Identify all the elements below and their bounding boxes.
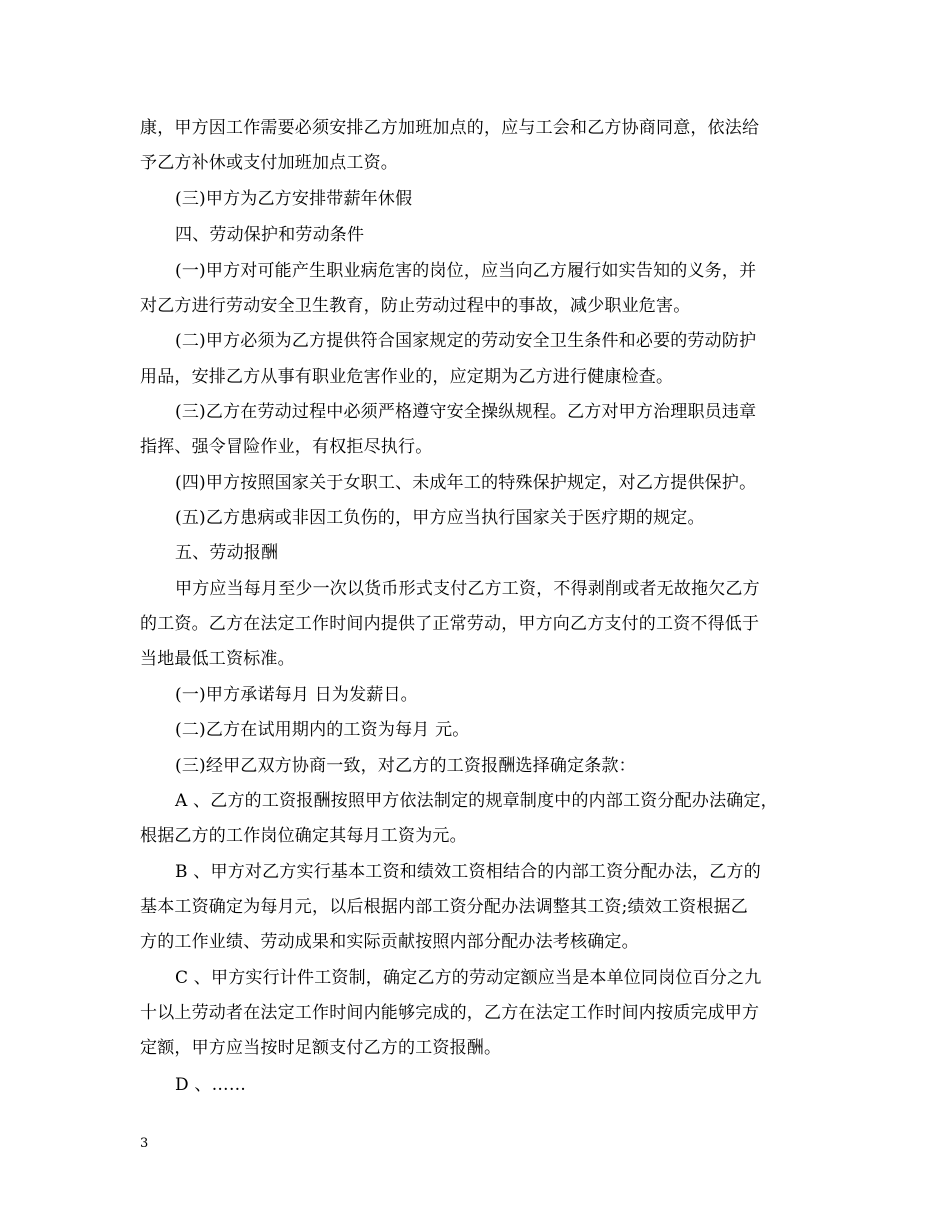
text-line: D 、……: [175, 1075, 247, 1095]
text-line: 的工资。乙方在法定工作时间内提供了正常劳动，甲方向乙方支付的工资不得低于: [140, 614, 760, 634]
text-line: 予乙方补休或支付加班加点工资。: [140, 153, 398, 173]
text-line: 十以上劳动者在法定工作时间内能够完成的，乙方在法定工作时间内按质完成甲方: [140, 1003, 760, 1023]
text-line: (三)乙方在劳动过程中必须严格遵守安全操纵规程。乙方对甲方治理职员违章: [175, 402, 757, 422]
text-line: 四、劳动保护和劳动条件: [175, 225, 365, 245]
text-line: 五、劳动报酬: [175, 543, 279, 563]
text-line: 当地最低工资标准。: [140, 649, 295, 669]
text-line: (四)甲方按照国家关于女职工、未成年工的特殊保护规定，对乙方提供保护。: [175, 473, 757, 493]
page-number: 3: [140, 1136, 149, 1151]
text-line: (五)乙方患病或非因工负伤的，甲方应当执行国家关于医疗期的规定。: [175, 508, 705, 528]
text-line: (一)甲方对可能产生职业病危害的岗位，应当向乙方履行如实告知的义务，并: [175, 261, 757, 281]
text-line: A 、乙方的工资报酬按照甲方依法制定的规章制度中的内部工资分配办法确定，: [175, 791, 778, 811]
text-line: (三)甲方为乙方安排带薪年休假: [175, 189, 413, 209]
text-line: (一)甲方承诺每月 日为发薪日。: [175, 685, 418, 705]
text-line: 根据乙方的工作岗位确定其每月工资为元。: [140, 826, 467, 846]
text-line: 康，甲方因工作需要必须安排乙方加班加点的，应与工会和乙方协商同意，依法给: [140, 118, 760, 138]
text-line: 定额，甲方应当按时足额支付乙方的工资报酬。: [140, 1038, 502, 1058]
text-line: C 、甲方实行计件工资制，确定乙方的劳动定额应当是本单位同岗位百分之九: [175, 968, 762, 988]
text-line: 对乙方进行劳动安全卫生教育，防止劳动过程中的事故，减少职业危害。: [140, 296, 691, 316]
text-line: 用品，安排乙方从事有职业危害作业的，应定期为乙方进行健康检查。: [140, 367, 674, 387]
text-line: (二)乙方在试用期内的工资为每月 元。: [175, 720, 470, 740]
text-line: B 、甲方对乙方实行基本工资和绩效工资相结合的内部工资分配办法，乙方的: [175, 862, 761, 882]
text-line: 方的工作业绩、劳动成果和实际贡献按照内部分配办法考核确定。: [140, 932, 639, 952]
text-line: 指挥、强令冒险作业，有权拒尽执行。: [140, 437, 433, 457]
text-line: (三)经甲乙双方协商一致，对乙方的工资报酬选择确定条款：: [175, 756, 636, 776]
text-line: 基本工资确定为每月元，以后根据内部工资分配办法调整其工资;绩效工资根据乙: [140, 897, 748, 917]
text-line: 甲方应当每月至少一次以货币形式支付乙方工资，不得剥削或者无故拖欠乙方: [175, 579, 760, 599]
text-line: (二)甲方必须为乙方提供符合国家规定的劳动安全卫生条件和必要的劳动防护: [175, 331, 757, 351]
